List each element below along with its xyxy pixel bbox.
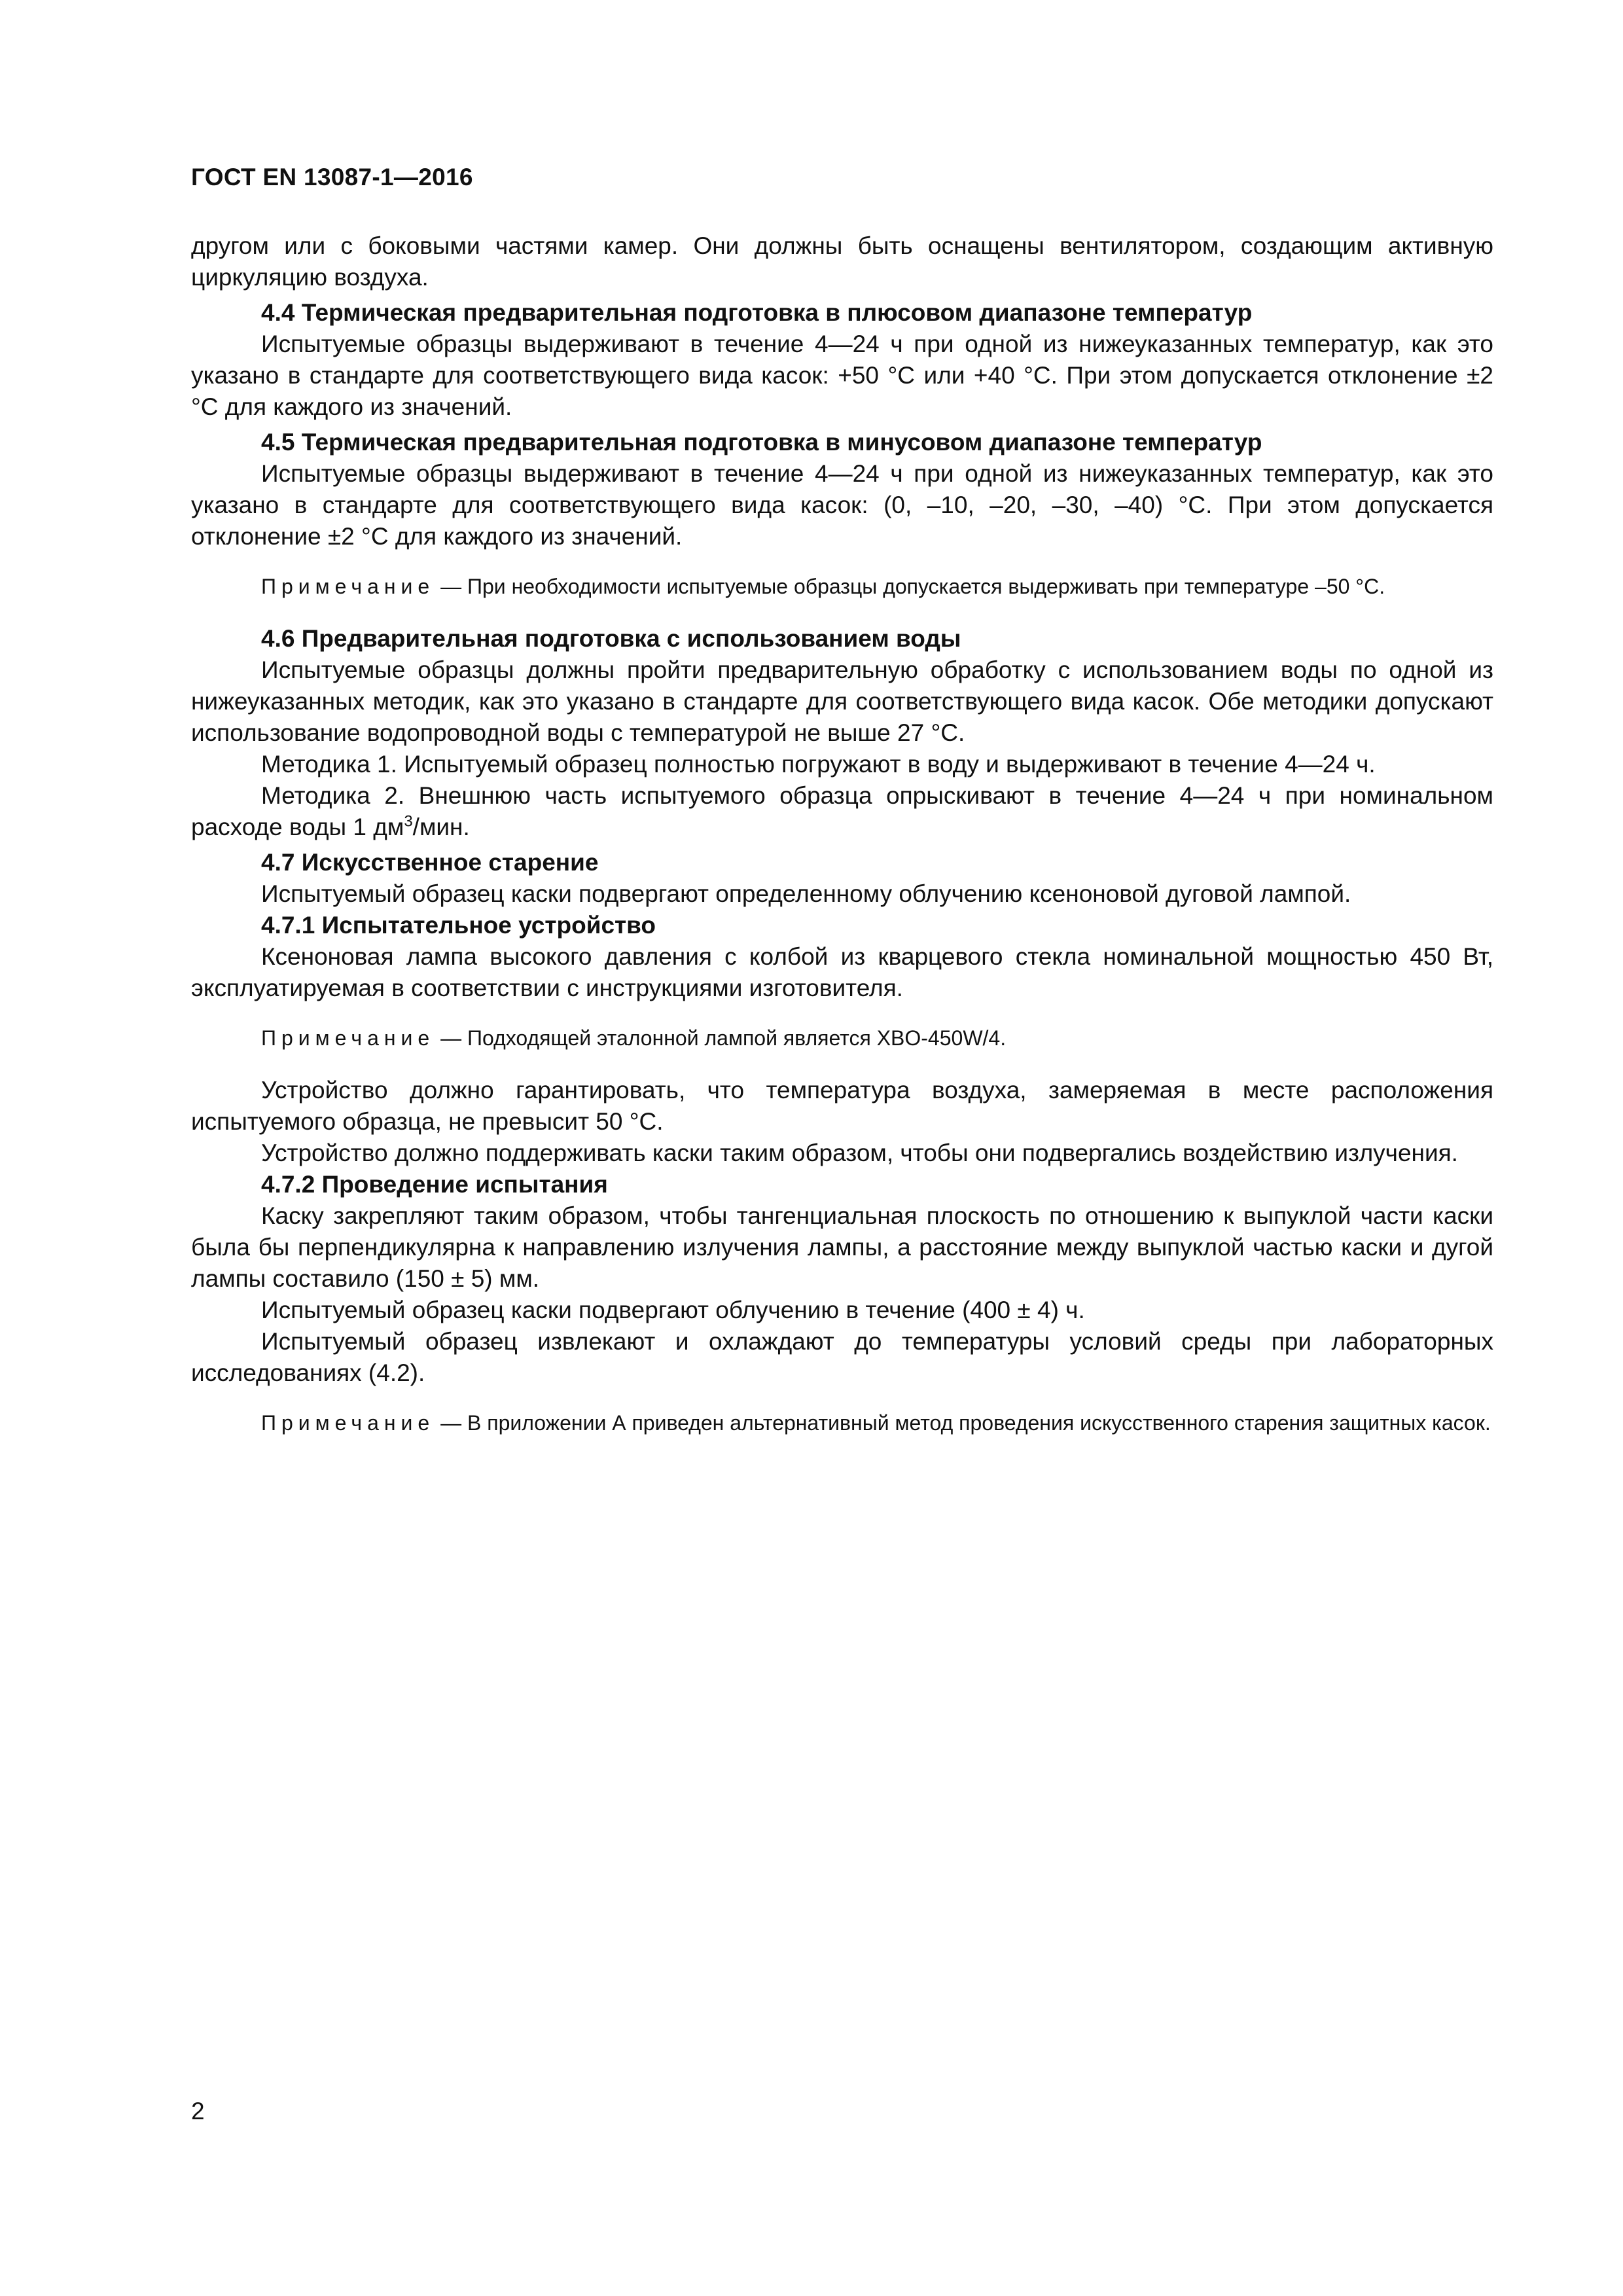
method-2 [191, 780, 1493, 843]
method-1: Методика 1. Испытуемый образец полностью погружают в воду и выдерживают в течение 4—24 ч. [261, 751, 1376, 778]
note-4-7-1 [191, 1024, 1493, 1052]
method-2-text: Методика 2. Внешнюю часть испытуемого образца опрыскивают в течение 4—24 ч при номинальном расходе воды 1 дм [191, 782, 1493, 840]
note-text: — Подходящей эталонной лампой является XBO-450W/4. [435, 1026, 1007, 1050]
heading-4-4: 4.4 Термическая предварительная подготовка в плюсовом диапазоне температур [261, 299, 1253, 326]
note-text: — При необходимости испытуемые образцы допускается выдерживать при температуре –50 °С. [435, 575, 1385, 598]
paragraph-4-7-1-c: Устройство должно поддерживать каски таким образом, чтобы они подвергались воздействию излучения. [261, 1139, 1458, 1166]
paragraph-4-7-2-b: Испытуемый образец каски подвергают облучению в течение (400 ± 4) ч. [261, 1297, 1085, 1323]
heading-4-7-1: 4.7.1 Испытательное устройство [261, 912, 656, 939]
note-4-7-2 [191, 1408, 1493, 1437]
paragraph-continuation: другом или с боковыми частями камер. Они должны быть оснащены вентилятором, создающим активную циркуляцию воздуха. [191, 232, 1493, 291]
heading-4-7: 4.7 Искусственное старение [261, 849, 599, 876]
note-4-5 [191, 572, 1493, 601]
paragraph-4-7-1: Ксеноновая лампа высокого давления с колбой из кварцевого стекла номинальной мощностью 450 Вт, эксплуатируемая в соответствии с инструкциями изготовителя. [191, 943, 1493, 1001]
document-header: ГОСТ EN 13087-1—2016 [191, 164, 473, 190]
page-number: 2 [191, 2098, 205, 2125]
paragraph-4-5: Испытуемые образцы выдерживают в течение 4—24 ч при одной из нижеуказанных температур, как это указано в стандарте для соответствующего вида касок: (0, –10, –20, –30, –40) °С. При этом допускается отклонение ±2 °С для каждого из значений. [191, 460, 1493, 550]
paragraph-4-7: Испытуемый образец каски подвергают определенному облучению ксеноновой дуговой лампой. [261, 880, 1351, 907]
method-2-unit: /мин. [412, 814, 470, 840]
paragraph-4-7-2-a: Каску закрепляют таким образом, чтобы тангенциальная плоскость по отношению к выпуклой части каски была бы перпендикулярна к направлению излучения лампы, а расстояние между выпуклой частью каски и дугой лампы составило (150 ± 5) мм. [191, 1202, 1493, 1292]
heading-4-7-2: 4.7.2 Проведение испытания [261, 1171, 608, 1198]
paragraph-4-7-1-b: Устройство должно гарантировать, что температура воздуха, замеряемая в месте расположения испытуемого образца, не превысит 50 °С. [191, 1077, 1493, 1135]
paragraph-4-4: Испытуемые образцы выдерживают в течение 4—24 ч при одной из нижеуказанных температур, как это указано в стандарте для соответствующего вида касок: +50 °С или +40 °С. При этом допускается отклонение ±2 °С для каждого из значений. [191, 331, 1493, 420]
note-label: Примечание [261, 575, 435, 598]
heading-4-5: 4.5 Термическая предварительная подготовка в минусовом диапазоне температур [261, 429, 1262, 456]
paragraph-4-7-2-c: Испытуемый образец извлекают и охлаждают до температуры условий среды при лабораторных исследованиях (4.2). [191, 1328, 1493, 1386]
note-label: Примечание [261, 1026, 435, 1050]
paragraph-4-6: Испытуемые образцы должны пройти предварительную обработку с использованием воды по одной из нижеуказанных методик, как это указано в стандарте для соответствующего вида касок. Обе методики допускают использование водопроводной воды с температурой не выше 27 °С. [191, 656, 1493, 746]
note-text: — В приложении А приведен альтернативный метод проведения искусственного старения защитных касок. [435, 1411, 1491, 1435]
heading-4-6: 4.6 Предварительная подготовка с использованием воды [261, 625, 961, 652]
document-body [191, 230, 1493, 1460]
note-label: Примечание [261, 1411, 435, 1435]
superscript: 3 [404, 812, 413, 831]
